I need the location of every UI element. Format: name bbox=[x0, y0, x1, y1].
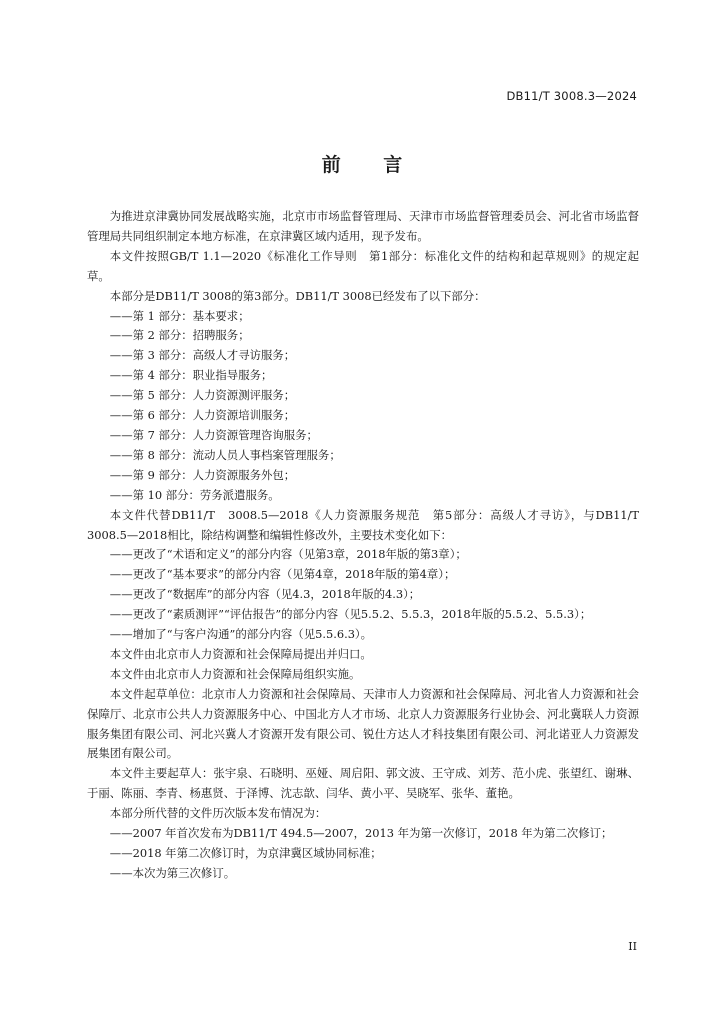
replacement-paragraph: 本文件代替DB11/T 3008.5—2018《人力资源服务规范 第5部分：高级人才寻访》，与DB11/T 3008.5—2018相比，除结构调整和编辑性修改外，主要技术变化如下： bbox=[87, 507, 639, 542]
list-item: ——更改了“数据库”的部分内容（见4.3，2018年版的4.3）； bbox=[109, 587, 421, 602]
foreword-body bbox=[87, 207, 639, 884]
drafting-units-paragraph: 本文件起草单位：北京市人力资源和社会保障局、天津市人力资源和社会保障局、河北省人力资源和社会保障厅、北京市公共人力资源服务中心、中国北方人才市场、北京人力资源服务行业协会、河北冀联人力资源服务集团有限公司、河北兴冀人才资源开发有限公司、锐仕方达人才科技集团有限公司、河北诺亚人力资源发展集团有限公司。 bbox=[87, 686, 639, 761]
changes-list bbox=[87, 545, 639, 645]
list-item: ——2007 年首次发布为DB11/T 494.5—2007，2013 年为第一次修订，2018 年为第二次修订； bbox=[109, 826, 613, 841]
list-item: ——第 4 部分：职业指导服务； bbox=[109, 368, 273, 383]
list-item: ——更改了“基本要求”的部分内容（见第4章，2018年版的第4章）； bbox=[109, 567, 456, 582]
page-number: II bbox=[628, 940, 637, 953]
list-item: ——第 5 部分：人力资源测评服务； bbox=[109, 388, 296, 403]
list-item: ——2018 年第二次修订时，为京津冀区域协同标准； bbox=[109, 846, 382, 860]
list-item: ——更改了“术语和定义”的部分内容（见第3章，2018年版的第3章）； bbox=[109, 547, 467, 562]
list-item: ——第 1 部分：基本要求； bbox=[109, 308, 250, 323]
document-number: DB11/T 3008.3—2024 bbox=[506, 89, 637, 103]
parts-list bbox=[87, 307, 639, 506]
page-title: 前 言 bbox=[321, 154, 403, 176]
intro-paragraph: 本文件按照GB/T 1.1—2020《标准化工作导则 第1部分：标准化文件的结构和起草规则》的规定起草。 bbox=[87, 248, 639, 283]
drafters-paragraph: 本文件主要起草人：张宇泉、石晓明、巫娅、周启阳、郭文波、王守成、刘芳、范小虎、张望红、谢琳、于丽、陈丽、李青、杨惠贤、于泽博、沈志歆、闫华、黄小平、吴晓军、张华、董艳。 bbox=[87, 766, 639, 801]
intro-paragraph: 本部分是DB11/T 3008的第3部分。DB11/T 3008已经发布了以下部分： bbox=[109, 288, 486, 303]
history-list bbox=[87, 824, 639, 884]
list-item: ——第 9 部分：人力资源服务外包； bbox=[109, 467, 296, 482]
list-item: ——第 6 部分：人力资源培训服务； bbox=[109, 408, 296, 423]
list-item: ——第 7 部分：人力资源管理咨询服务； bbox=[109, 427, 318, 442]
list-item: ——第 3 部分：高级人才寻访服务； bbox=[109, 348, 296, 363]
organized-by-paragraph: 本文件由北京市人力资源和社会保障局组织实施。 bbox=[109, 666, 361, 681]
list-item: ——第 8 部分：流动人员人事档案管理服务； bbox=[109, 447, 341, 462]
list-item: ——更改了“素质测评”“评估报告”的部分内容（见5.5.2、5.5.3，2018年版的5.5.2、5.5.3）； bbox=[109, 607, 592, 622]
proposed-by-paragraph: 本文件由北京市人力资源和社会保障局提出并归口。 bbox=[109, 646, 372, 661]
list-item: ——第 2 部分：招聘服务； bbox=[109, 328, 250, 343]
list-item: ——增加了“与客户沟通”的部分内容（见5.5.6.3）。 bbox=[109, 627, 373, 642]
list-item: ——第 10 部分：劳务派遣服务。 bbox=[109, 487, 280, 502]
intro-paragraph: 为推进京津冀协同发展战略实施，北京市市场监督管理局、天津市市场监督管理委员会、河北省市场监督管理局共同组织制定本地方标准，在京津冀区域内适用，现予发布。 bbox=[87, 209, 639, 243]
list-item: ——本次为第三次修订。 bbox=[109, 865, 236, 880]
history-intro-paragraph: 本部分所代替的文件历次版本发布情况为： bbox=[109, 806, 327, 821]
